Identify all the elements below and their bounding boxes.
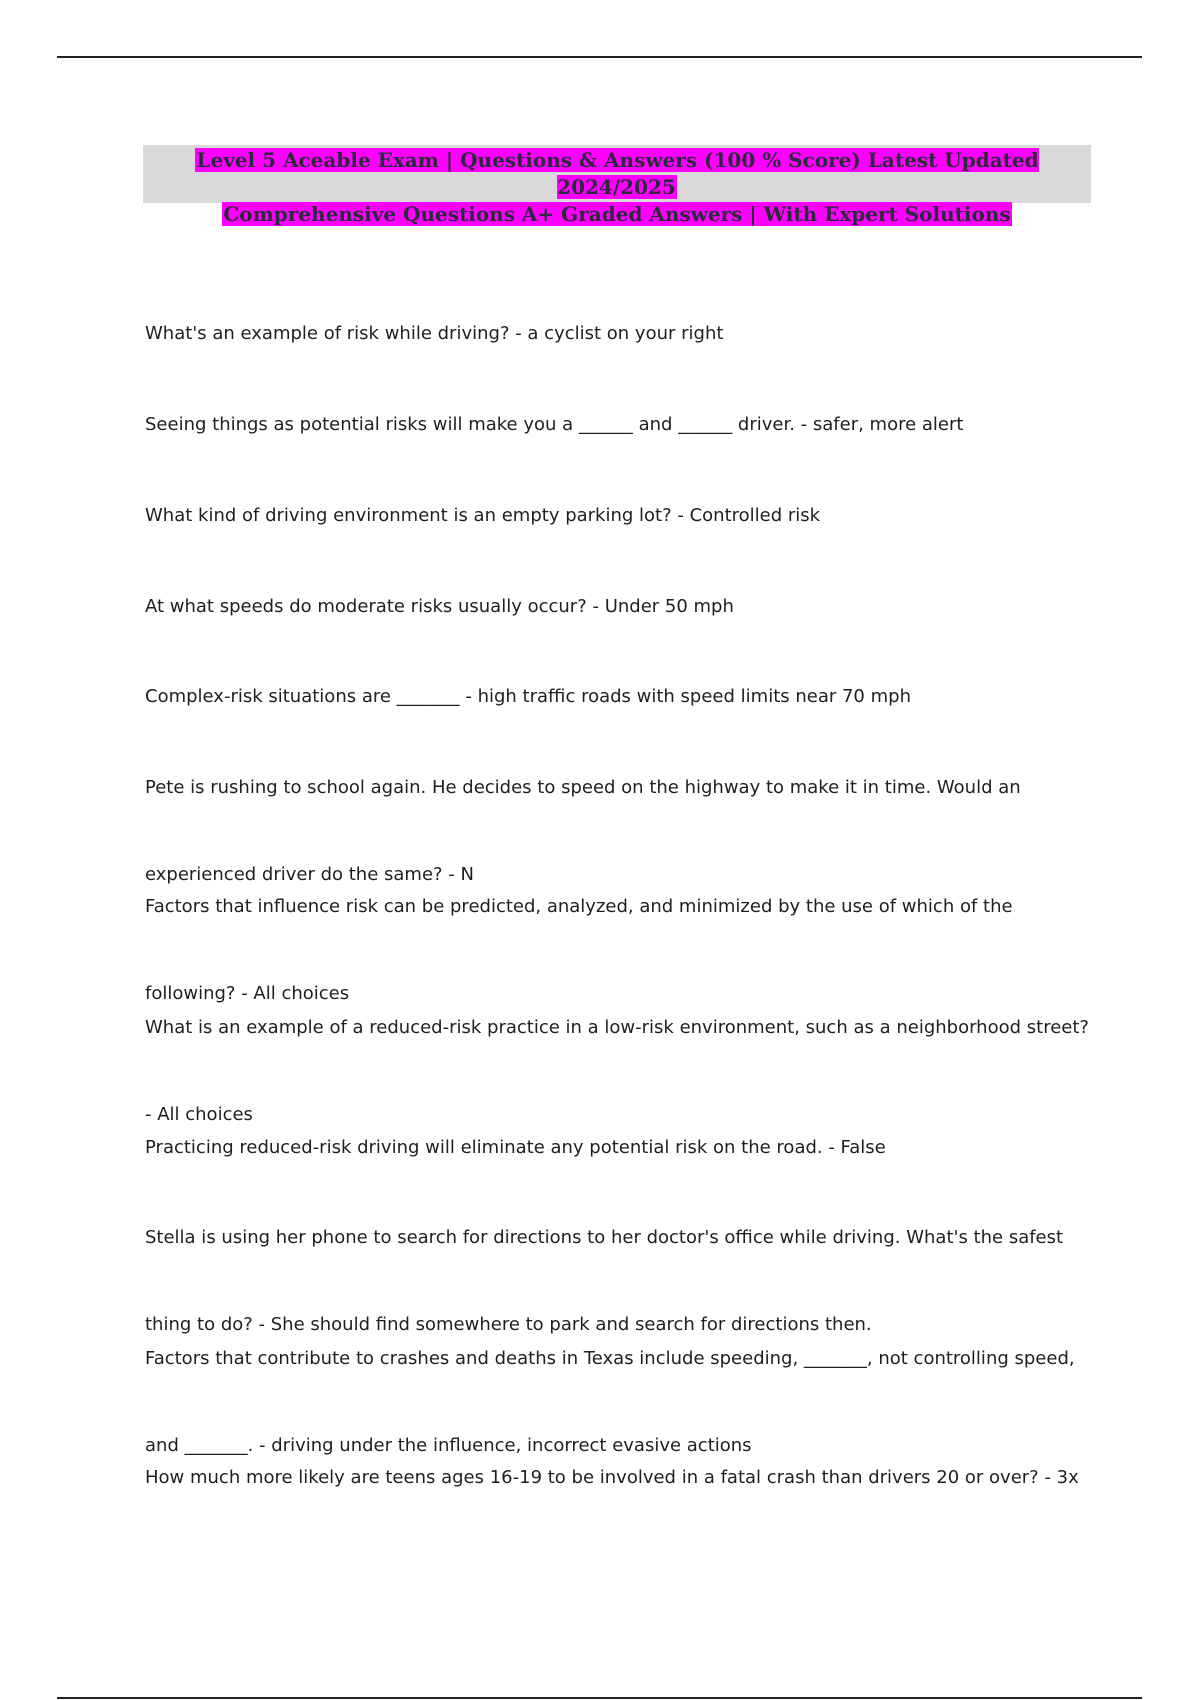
qa-line: - All choices [145,1104,253,1125]
qa-line: and _______. - driving under the influence, incorrect evasive actions [145,1435,752,1456]
document-title [143,145,1091,226]
qa-line: Seeing things as potential risks will make you a ______ and ______ driver. - safer, more alert [145,414,964,435]
qa-line: What is an example of a reduced-risk practice in a low-risk environment, such as a neighborhood street? [145,1017,1089,1038]
qa-line: Pete is rushing to school again. He decides to speed on the highway to make it in time. Would an [145,777,1021,798]
qa-line: Factors that contribute to crashes and deaths in Texas include speeding, _______, not controlling speed, [145,1348,1075,1369]
qa-line: Factors that influence risk can be predicted, analyzed, and minimized by the use of which of the [145,896,1013,917]
title-line-2: Comprehensive Questions A+ Graded Answers | With Expert Solutions [223,202,1011,226]
qa-line: What kind of driving environment is an empty parking lot? - Controlled risk [145,505,821,526]
qa-line: At what speeds do moderate risks usually occur? - Under 50 mph [145,596,734,617]
title-line-1: Level 5 Aceable Exam | Questions & Answers (100 % Score) Latest Updated 2024/2025 [196,148,1039,199]
qa-line: following? - All choices [145,983,350,1004]
qa-line: Practicing reduced-risk driving will eliminate any potential risk on the road. - False [145,1137,886,1158]
qa-line: Stella is using her phone to search for directions to her doctor's office while driving. What's the safest [145,1227,1064,1248]
qa-line: Complex-risk situations are _______ - high traffic roads with speed limits near 70 mph [145,686,911,707]
qa-item [145,1405,1095,1550]
qa-line: thing to do? - She should find somewhere to park and search for directions then. [145,1314,872,1335]
qa-line: experienced driver do the same? - N [145,864,474,885]
qa-line: What's an example of risk while driving? - a cyclist on your right [145,323,724,344]
qa-line: How much more likely are teens ages 16-19 to be involved in a fatal crash than drivers 20 or over? - 3x [145,1467,1079,1488]
bottom-rule [57,1697,1142,1699]
top-rule [57,56,1142,58]
